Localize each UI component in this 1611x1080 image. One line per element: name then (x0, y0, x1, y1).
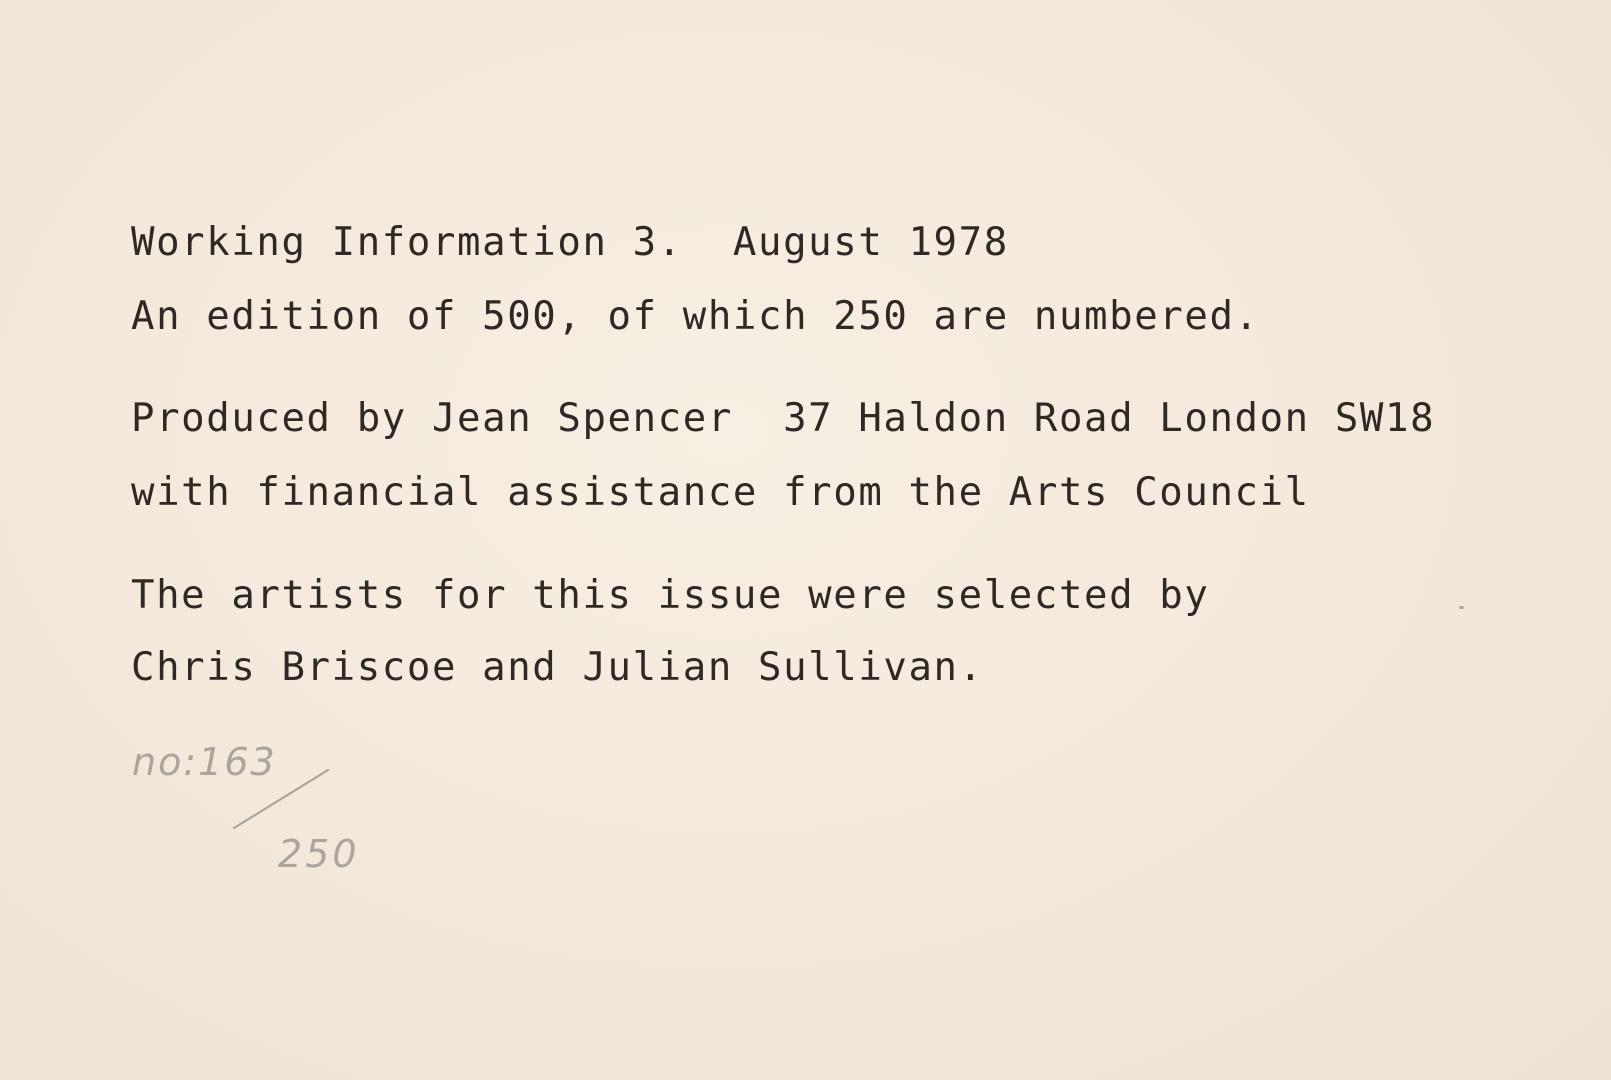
edition-line: An edition of 500, of which 250 are numbered. (131, 294, 1260, 339)
colophon-title-line: Working Information 3. August 1978 (131, 220, 1009, 265)
selection-line: The artists for this issue were selected by (131, 573, 1210, 618)
producer-line: Produced by Jean Spencer 37 Haldon Road London SW18 (131, 396, 1436, 441)
funding-line: with financial assistance from the Arts Council (131, 470, 1310, 515)
paper-speck (1459, 606, 1464, 609)
handwritten-slash (128, 740, 408, 900)
handwritten-total: 250 (278, 832, 360, 876)
handwritten-number: no:163 (132, 740, 277, 784)
selectors-line: Chris Briscoe and Julian Sullivan. (131, 645, 984, 690)
colophon-text (131, 213, 1491, 690)
handwritten-edition-number (128, 740, 408, 900)
